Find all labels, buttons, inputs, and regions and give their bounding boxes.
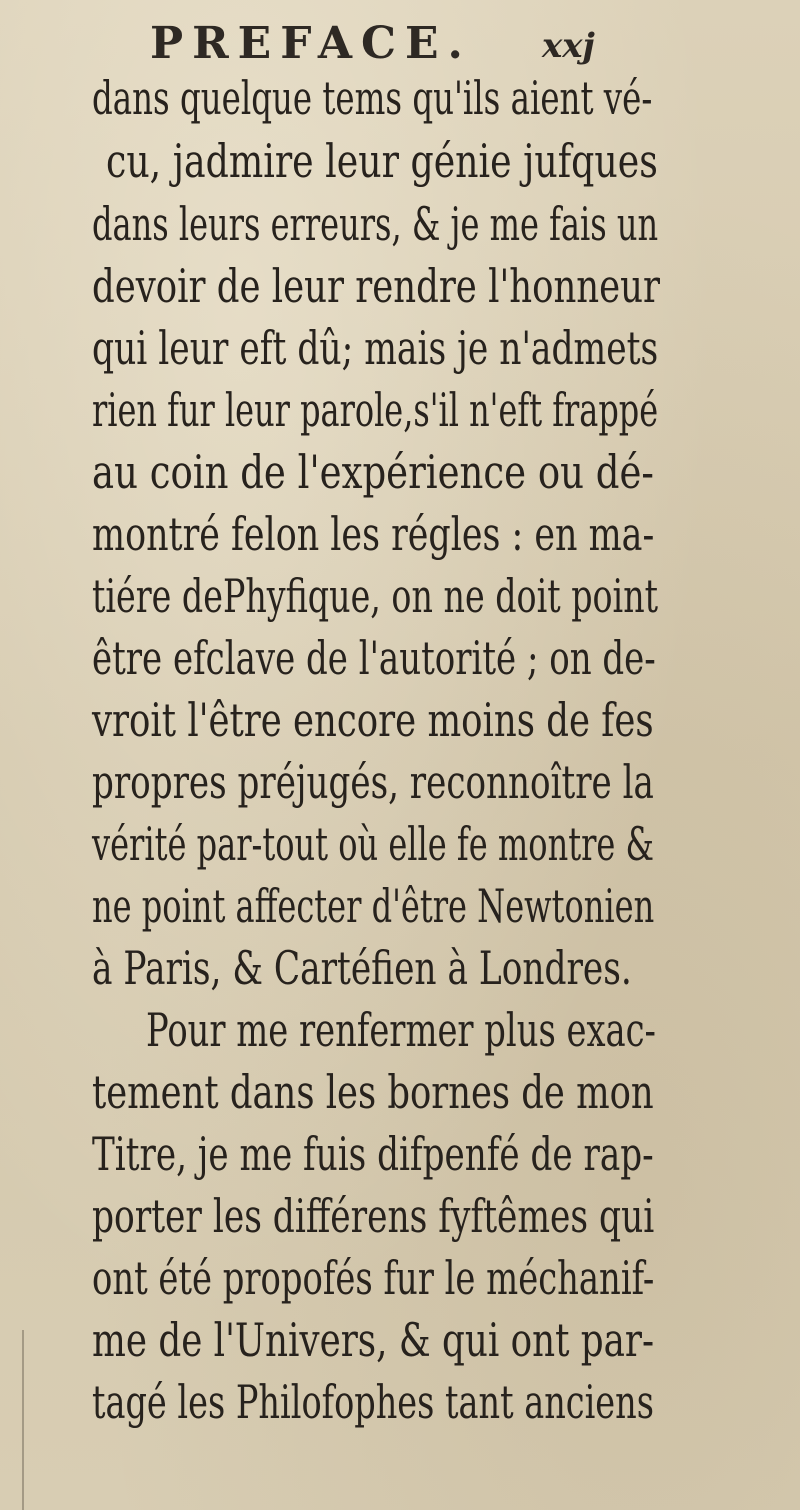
text-line: rien fur leur parole,s'il n'eft frappé bbox=[92, 383, 659, 437]
text-line: dans quelque tems qu'ils aient vé- bbox=[92, 71, 653, 125]
page-number: xxj bbox=[542, 26, 595, 66]
text-line: ont été propofés fur le méchanif- bbox=[92, 1251, 655, 1305]
text-line: vroit l'être encore moins de fes bbox=[92, 693, 654, 747]
text-line: me de l'Univers, & qui ont par- bbox=[92, 1313, 655, 1367]
text-line: Titre, je me fuis difpenfé de rap- bbox=[92, 1127, 654, 1181]
text-line: porter les différens fyftêmes qui bbox=[92, 1189, 655, 1243]
text-line: montré felon les régles : en ma- bbox=[92, 507, 655, 561]
text-line: tiére dePhyfique, on ne doit point bbox=[92, 569, 659, 623]
text-line: être efclave de l'autorité ; on de- bbox=[92, 631, 656, 685]
text-line: à Paris, & Cartéfien à Londres. bbox=[92, 941, 632, 995]
text-line: dans leurs erreurs, & je me fais un bbox=[92, 197, 659, 251]
text-line: tement dans les bornes de mon bbox=[92, 1065, 654, 1119]
text-line: tagé les Philofophes tant anciens bbox=[92, 1375, 654, 1429]
text-line: qui leur eft dû; mais je n'admets bbox=[92, 321, 659, 375]
text-line: cu, jadmire leur génie jufques bbox=[106, 134, 658, 188]
text-line: vérité par-tout où elle fe montre & bbox=[92, 817, 655, 871]
running-title: PREFACE. bbox=[150, 18, 472, 69]
text-line: propres préjugés, reconnoître la bbox=[92, 755, 654, 809]
text-line: devoir de leur rendre l'honneur bbox=[92, 259, 661, 313]
text-line: ne point affecter d'être Newtonien bbox=[92, 879, 655, 933]
text-line: Pour me renfermer plus exac- bbox=[146, 1003, 656, 1057]
text-line: au coin de l'expérience ou dé- bbox=[92, 445, 654, 499]
